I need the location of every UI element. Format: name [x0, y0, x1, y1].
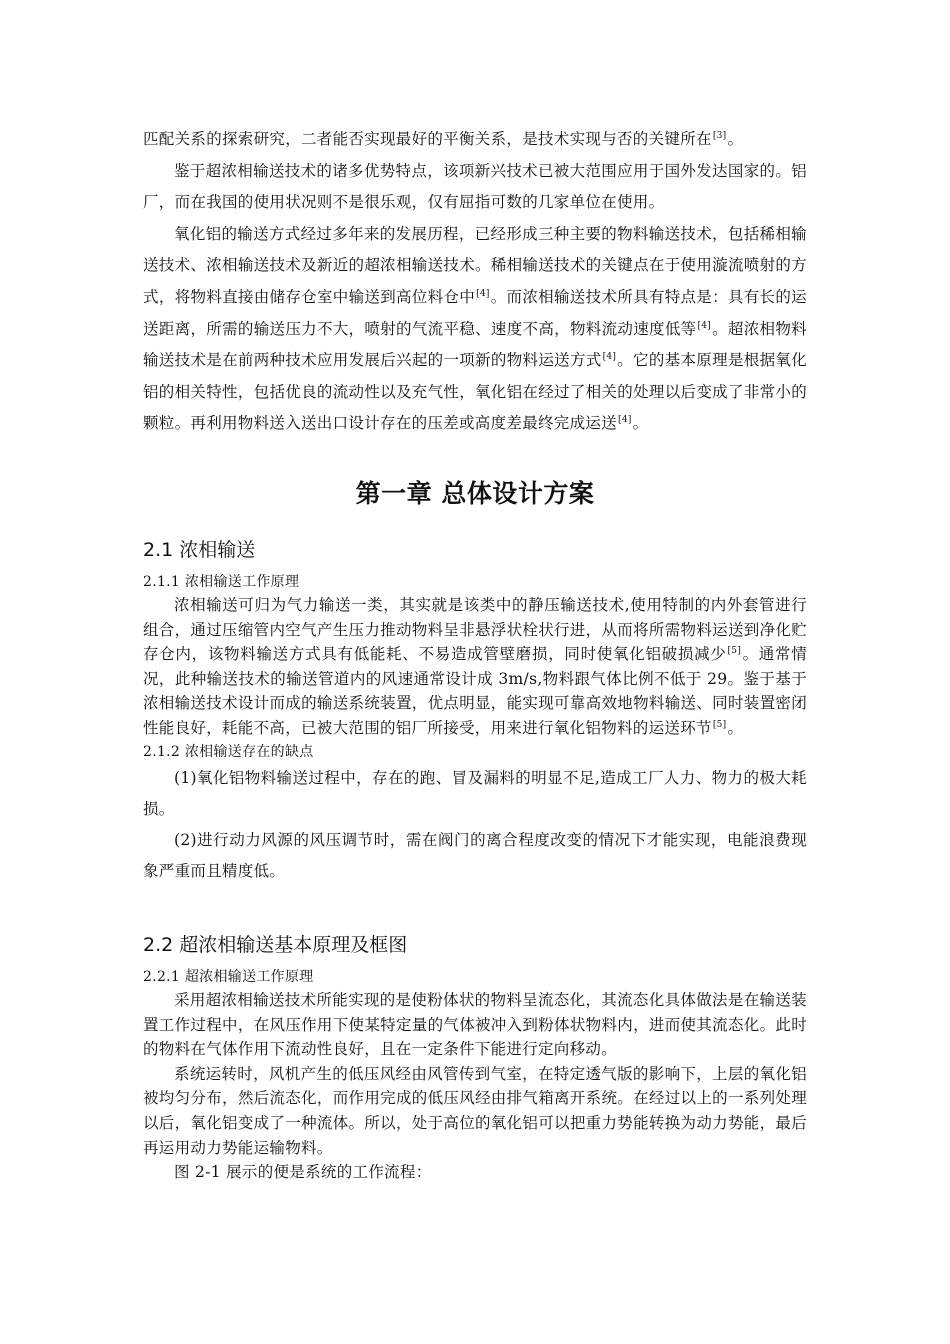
- intro-p3-text-a: 氧化铝的输送方式经过多年来的发展历程，已经形成三种主要的物料输送技术，包括稀相输送技术、浓相输送技术及新近的超浓相输送技术。稀相输送技术的关键点在于使用漩流喷射的方式，将物料直接由储存仓室中输送到高位料仓中: [143, 224, 807, 306]
- citation-ref: [3]: [712, 131, 727, 141]
- subsection-2-1-1-paragraph: [143, 593, 807, 741]
- subsection-2-2-1-paragraph-2: 系统运转时，风机产生的低压风经由风管传到气室，在特定透气版的影响下，上层的氧化铝被均匀分布，然后流态化，而作用完成的低压风经由排气箱离开系统。在经过以上的一系列处理以后，氧化铝变成了一种流体。所以，处于高位的氧化铝可以把重力势能转换为动力势能，最后再运用动力势能运输物料。: [143, 1064, 807, 1157]
- intro-p1-end: 。: [727, 130, 744, 148]
- intro-paragraph-1: [143, 124, 807, 156]
- citation-ref: [4]: [476, 288, 490, 299]
- citation-ref: [4]: [602, 352, 617, 363]
- intro-p1-text: 匹配关系的探索研究，二者能否实现最好的平衡关系，是技术实现与否的关键所在: [143, 130, 712, 148]
- para-text-a: 浓相输送可归为气力输送一类，其实就是该类中的静压输送技术,使用特制的内外套管进行组合，通过压缩管内空气产生压力推动物料呈非悬浮状栓状行进，从而将所需物料运送到净化贮存仓内，该物料输送方式具有低能耗、不易造成管壁磨损，同时使氧化铝破损减少: [143, 596, 807, 664]
- subsection-heading-2-1-2: 2.1.2 浓相输送存在的缺点: [143, 743, 314, 760]
- section-2-2-body: [143, 966, 807, 1185]
- para-text-b: 。通常情况，此种输送技术的输送管道内的风速通常设计成 3m/s,物料跟气体比例不低于 29。鉴于基于浓相输送技术设计而成的输送系统装置，优点明显，能实现可靠高效地物料输送、同时装置密闭性能良好，耗能不高，已被大范围的铝厂所接受，用来进行氧化铝物料的运送环节: [143, 645, 807, 737]
- chapter-title: 第一章 总体设计方案: [355, 479, 595, 508]
- defect-item-1: (1)氧化铝物料输送过程中，存在的跑、冒及漏料的明显不足,造成工厂人力、物力的极大耗损。: [143, 768, 807, 818]
- citation-ref: [5]: [712, 719, 727, 730]
- intro-p3-text-c: 。超浓相物料输送技术是在前两种技术应用发展后兴起的一项新的物料运送方式: [143, 319, 807, 370]
- defect-item-2: (2)进行动力风源的风压调节时，需在阀门的离合程度改变的情况下才能实现，电能浪费现象严重而且精度低。: [143, 830, 807, 880]
- figure-reference-line: 图 2-1 展示的便是系统的工作流程：: [174, 1163, 432, 1182]
- intro-section: [143, 124, 807, 440]
- citation-ref: [4]: [697, 320, 712, 331]
- citation-ref: [5]: [727, 646, 742, 657]
- subsection-heading-2-2-1: 2.2.1 超浓相输送工作原理: [143, 969, 314, 985]
- subsection-heading-2-1-1: 2.1.1 浓相输送工作原理: [143, 574, 300, 590]
- intro-p3-text-e: 。: [632, 414, 649, 433]
- section-heading-2-2: 2.2 超浓相输送基本原理及框图: [143, 934, 408, 956]
- para-text-c: 。: [727, 718, 744, 737]
- subsection-2-2-1-paragraph-1: 采用超浓相输送技术所能实现的是使粉体状的物料呈流态化，其流态化具体做法是在输送装置工作过程中，在风压作用下使某特定量的气体被冲入到粉体状物料内，进而使其流态化。此时的物料在气体作用下流动性良好，且在一定条件下能进行定向移动。: [143, 991, 807, 1059]
- section-2-1-body: [143, 571, 807, 887]
- intro-paragraph-3: [143, 219, 807, 440]
- intro-paragraph-2: 鉴于超浓相输送技术的诸多优势特点，该项新兴技术已被大范围应用于国外发达国家的。铝厂，而在我国的使用状况则不是很乐观，仅有屈指可数的几家单位在使用。: [143, 161, 807, 212]
- intro-p3-text-b: 。而浓相输送技术所具有特点是：具有长的运送距离，所需的输送压力不大，喷射的气流平稳、速度不高，物料流动速度低等: [143, 287, 807, 338]
- intro-p3-text-d: 。它的基本原理是根据氧化铝的相关特性，包括优良的流动性以及充气性，氧化铝在经过了相关的处理以后变成了非常小的颗粒。再利用物料送入送出口设计存在的压差或高度差最终完成运送: [143, 351, 807, 433]
- citation-ref: [4]: [618, 415, 632, 426]
- section-heading-2-1: 2.1 浓相输送: [143, 539, 256, 561]
